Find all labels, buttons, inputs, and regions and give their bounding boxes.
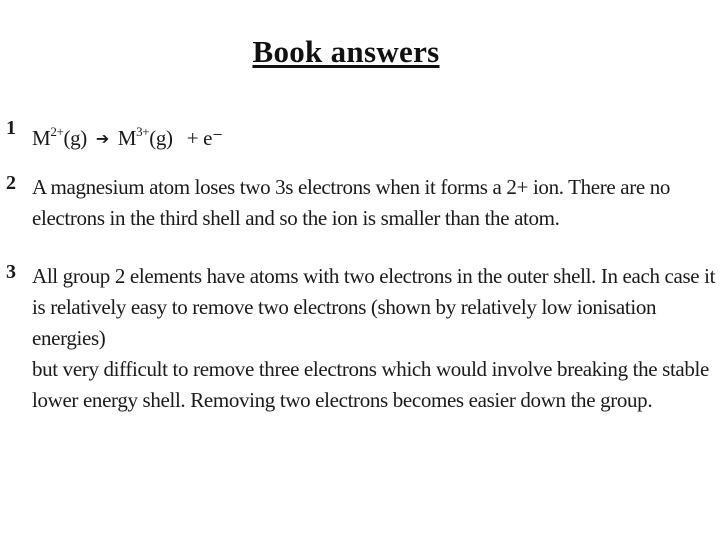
answer-text [32,261,716,416]
answer-line: electrons in the third shell and so the ion is smaller than the atom. [32,206,560,230]
answer-line: lower energy shell. Removing two electrons becomes easier down the group. [32,388,653,412]
slide-title: Book answers [252,34,440,69]
answer-number: 1 [6,117,16,139]
answer-line: but very difficult to remove three electrons which would involve breaking the stable [32,357,710,381]
reactant-state: (g) [63,126,87,150]
answer-line: A magnesium atom loses two 3s electrons when it forms a 2+ ion. There are no [32,175,671,199]
product-symbol: M [117,126,137,150]
ionisation-equation [32,117,716,156]
product-charge: 3+ [136,124,150,139]
reaction-arrow-icon: ➔ [95,131,109,148]
reactant-symbol: M [32,126,51,150]
answer-number: 2 [6,172,16,194]
product-state: (g) [149,126,173,150]
electron-term: + e⁻ [186,126,223,150]
answer-number: 3 [6,261,16,283]
answer-text [32,172,716,234]
answer-line: All group 2 elements have atoms with two electrons in the outer shell. In each case it [32,264,716,288]
answer-line: is relatively easy to remove two electrons (shown by relatively low ionisation energies) [32,295,657,350]
reactant-charge: 2+ [50,124,64,139]
